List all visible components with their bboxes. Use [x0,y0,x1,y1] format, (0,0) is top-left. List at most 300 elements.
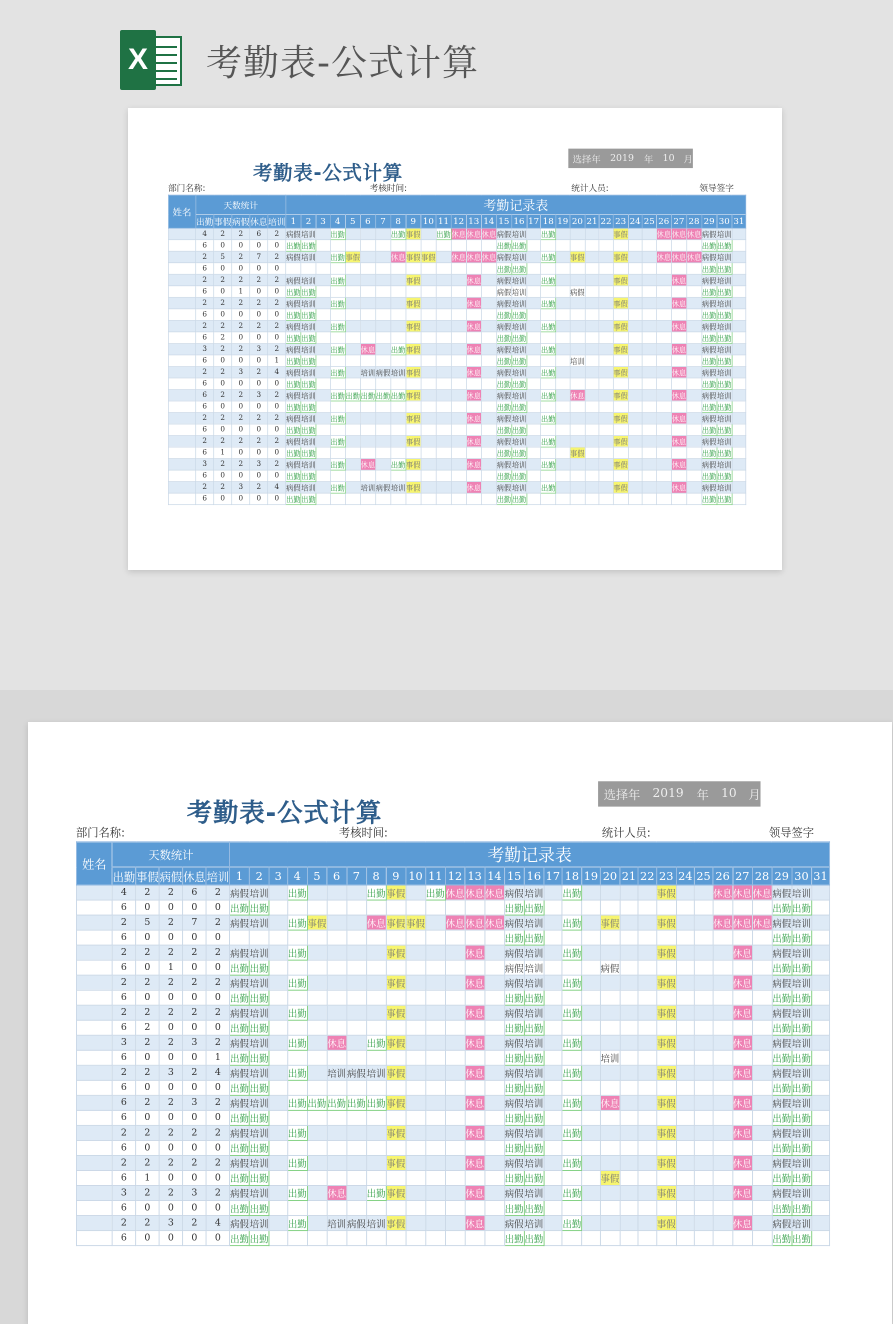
stat-cell[interactable]: 4 [112,885,135,900]
attendance-cell[interactable] [752,1020,772,1035]
attendance-cell[interactable] [620,900,638,915]
attendance-cell[interactable] [465,1050,485,1065]
attendance-cell[interactable] [347,930,367,945]
attendance-cell[interactable] [544,1216,562,1231]
stat-cell[interactable]: 6 [112,1201,135,1216]
stat-cell[interactable]: 0 [159,1050,182,1065]
attendance-cell[interactable] [451,482,466,494]
attendance-cell[interactable] [582,1170,600,1185]
attendance-cell[interactable] [642,320,656,332]
attendance-cell[interactable] [249,930,269,945]
attendance-cell[interactable] [752,930,772,945]
attendance-cell[interactable] [347,1155,367,1170]
attendance-cell[interactable]: 培训 [360,366,375,378]
attendance-cell[interactable] [527,447,541,459]
attendance-cell[interactable] [656,1050,676,1065]
attendance-cell[interactable] [656,459,671,471]
attendance-cell[interactable] [425,1170,445,1185]
attendance-cell[interactable] [421,274,436,286]
attendance-cell[interactable]: 培训 [511,413,526,425]
attendance-cell[interactable]: 病假 [702,366,717,378]
attendance-cell[interactable] [425,1065,445,1080]
name-cell[interactable] [168,447,195,459]
attendance-cell[interactable]: 出勤 [792,930,812,945]
attendance-cell[interactable] [544,1065,562,1080]
attendance-cell[interactable]: 病假 [347,1216,367,1231]
attendance-cell[interactable]: 休息 [713,885,733,900]
attendance-cell[interactable] [327,1170,347,1185]
attendance-cell[interactable] [421,436,436,448]
attendance-cell[interactable]: 出勤 [541,482,556,494]
attendance-cell[interactable]: 出勤 [391,228,406,240]
attendance-cell[interactable]: 出勤 [287,1065,307,1080]
attendance-cell[interactable] [713,960,733,975]
attendance-cell[interactable]: 出勤 [301,447,316,459]
attendance-cell[interactable] [562,1020,582,1035]
attendance-cell[interactable] [345,286,360,298]
attendance-cell[interactable] [386,1080,406,1095]
attendance-cell[interactable] [582,945,600,960]
attendance-cell[interactable] [436,436,451,448]
attendance-cell[interactable]: 出勤 [717,447,732,459]
attendance-cell[interactable] [406,990,426,1005]
attendance-cell[interactable] [600,1065,620,1080]
name-cell[interactable] [168,482,195,494]
attendance-cell[interactable] [327,975,347,990]
attendance-cell[interactable] [541,332,556,344]
attendance-cell[interactable] [686,309,701,321]
attendance-cell[interactable]: 休息 [465,915,485,930]
attendance-cell[interactable] [638,1186,656,1201]
attendance-cell[interactable]: 出勤 [524,1080,544,1095]
name-cell[interactable] [168,459,195,471]
attendance-cell[interactable] [445,930,465,945]
attendance-cell[interactable] [445,1216,465,1231]
attendance-cell[interactable] [366,1155,386,1170]
attendance-cell[interactable] [620,975,638,990]
attendance-cell[interactable]: 出勤 [366,1095,386,1110]
attendance-cell[interactable] [451,286,466,298]
attendance-cell[interactable] [307,1231,327,1246]
attendance-cell[interactable]: 休息 [686,251,701,263]
attendance-cell[interactable] [544,885,562,900]
attendance-cell[interactable] [527,274,541,286]
stat-cell[interactable]: 1 [159,960,182,975]
attendance-cell[interactable] [527,482,541,494]
attendance-cell[interactable] [445,1020,465,1035]
name-cell[interactable] [76,1110,112,1125]
attendance-cell[interactable]: 事假 [386,1186,406,1201]
attendance-cell[interactable] [585,309,599,321]
attendance-cell[interactable]: 病假 [600,960,620,975]
attendance-cell[interactable] [541,240,556,252]
attendance-cell[interactable] [752,990,772,1005]
attendance-cell[interactable]: 培训 [511,286,526,298]
attendance-cell[interactable]: 培训 [301,251,316,263]
attendance-cell[interactable] [628,493,642,505]
attendance-cell[interactable] [599,447,613,459]
attendance-cell[interactable] [269,1140,287,1155]
attendance-cell[interactable] [330,493,345,505]
attendance-cell[interactable] [406,945,426,960]
attendance-cell[interactable] [445,900,465,915]
attendance-cell[interactable]: 病假 [504,1155,524,1170]
attendance-cell[interactable]: 事假 [613,482,628,494]
attendance-cell[interactable]: 病假 [230,975,250,990]
attendance-cell[interactable] [628,332,642,344]
attendance-cell[interactable] [544,1155,562,1170]
attendance-cell[interactable] [330,401,345,413]
attendance-cell[interactable] [694,1020,712,1035]
attendance-cell[interactable]: 培训 [249,885,269,900]
attendance-cell[interactable] [694,1125,712,1140]
attendance-cell[interactable] [628,228,642,240]
attendance-cell[interactable]: 事假 [656,975,676,990]
attendance-cell[interactable]: 出勤 [504,1080,524,1095]
attendance-cell[interactable] [327,945,347,960]
attendance-cell[interactable]: 培训 [511,228,526,240]
attendance-cell[interactable] [556,436,570,448]
attendance-cell[interactable] [347,1186,367,1201]
attendance-cell[interactable]: 出勤 [230,1201,250,1216]
stat-cell[interactable]: 2 [232,343,250,355]
attendance-cell[interactable] [585,297,599,309]
attendance-cell[interactable] [375,251,390,263]
stat-cell[interactable]: 2 [159,945,182,960]
attendance-cell[interactable]: 出勤 [286,240,301,252]
attendance-cell[interactable] [307,960,327,975]
attendance-cell[interactable] [541,401,556,413]
attendance-cell[interactable] [345,424,360,436]
attendance-cell[interactable] [406,960,426,975]
attendance-cell[interactable] [752,1095,772,1110]
attendance-cell[interactable] [406,263,421,275]
attendance-cell[interactable] [562,960,582,975]
attendance-cell[interactable] [544,930,562,945]
attendance-cell[interactable]: 培训 [249,1186,269,1201]
attendance-cell[interactable] [671,378,686,390]
attendance-cell[interactable] [811,930,829,945]
attendance-cell[interactable]: 培训 [717,343,732,355]
attendance-cell[interactable] [451,424,466,436]
attendance-cell[interactable] [386,960,406,975]
attendance-cell[interactable]: 休息 [451,228,466,240]
attendance-cell[interactable]: 出勤 [702,240,717,252]
attendance-cell[interactable] [694,1035,712,1050]
attendance-cell[interactable] [752,1005,772,1020]
attendance-cell[interactable] [386,990,406,1005]
name-cell[interactable] [168,228,195,240]
attendance-cell[interactable] [360,274,375,286]
attendance-cell[interactable] [391,413,406,425]
attendance-cell[interactable] [316,251,330,263]
attendance-cell[interactable] [562,1231,582,1246]
attendance-cell[interactable] [316,263,330,275]
attendance-cell[interactable] [671,401,686,413]
attendance-cell[interactable] [345,493,360,505]
attendance-cell[interactable]: 事假 [656,945,676,960]
attendance-cell[interactable] [562,1050,582,1065]
attendance-cell[interactable] [466,263,481,275]
stat-cell[interactable]: 2 [214,274,232,286]
attendance-cell[interactable]: 出勤 [249,1170,269,1185]
attendance-cell[interactable] [316,493,330,505]
attendance-cell[interactable] [527,436,541,448]
stat-cell[interactable]: 6 [196,493,214,505]
name-cell[interactable] [76,930,112,945]
attendance-cell[interactable] [671,286,686,298]
attendance-cell[interactable]: 培训 [524,915,544,930]
attendance-cell[interactable]: 病假 [504,945,524,960]
attendance-cell[interactable] [656,389,671,401]
attendance-cell[interactable] [811,945,829,960]
stat-cell[interactable]: 0 [214,263,232,275]
attendance-cell[interactable]: 出勤 [230,1231,250,1246]
attendance-cell[interactable] [732,355,746,367]
attendance-cell[interactable] [628,413,642,425]
attendance-cell[interactable] [556,389,570,401]
attendance-cell[interactable]: 病假 [375,482,390,494]
stat-cell[interactable]: 2 [206,1005,229,1020]
attendance-cell[interactable] [585,251,599,263]
attendance-cell[interactable] [347,1201,367,1216]
attendance-cell[interactable]: 出勤 [301,378,316,390]
attendance-cell[interactable] [811,915,829,930]
stat-cell[interactable]: 0 [232,447,250,459]
attendance-cell[interactable] [676,1065,694,1080]
attendance-cell[interactable]: 培训 [511,482,526,494]
attendance-cell[interactable] [638,1110,656,1125]
attendance-cell[interactable] [330,447,345,459]
attendance-cell[interactable] [638,1201,656,1216]
attendance-cell[interactable] [360,413,375,425]
attendance-cell[interactable]: 培训 [301,320,316,332]
attendance-cell[interactable] [686,378,701,390]
attendance-cell[interactable] [406,424,421,436]
attendance-cell[interactable] [676,1005,694,1020]
attendance-cell[interactable] [656,482,671,494]
stat-cell[interactable]: 0 [136,1231,159,1246]
attendance-cell[interactable]: 出勤 [717,470,732,482]
attendance-cell[interactable] [269,915,287,930]
attendance-cell[interactable]: 培训 [327,1065,347,1080]
attendance-cell[interactable]: 事假 [570,447,585,459]
attendance-cell[interactable] [713,1020,733,1035]
attendance-cell[interactable] [391,470,406,482]
stat-cell[interactable]: 1 [136,1170,159,1185]
attendance-cell[interactable]: 出勤 [702,401,717,413]
attendance-cell[interactable]: 出勤 [286,286,301,298]
attendance-cell[interactable] [465,900,485,915]
attendance-cell[interactable] [406,1140,426,1155]
attendance-cell[interactable]: 出勤 [702,493,717,505]
attendance-cell[interactable] [656,990,676,1005]
attendance-cell[interactable] [386,900,406,915]
attendance-cell[interactable] [676,1050,694,1065]
attendance-cell[interactable] [466,286,481,298]
attendance-cell[interactable]: 休息 [686,228,701,240]
attendance-cell[interactable] [570,297,585,309]
attendance-cell[interactable] [713,1095,733,1110]
attendance-cell[interactable] [613,263,628,275]
name-cell[interactable] [168,263,195,275]
attendance-cell[interactable] [613,286,628,298]
attendance-cell[interactable] [676,945,694,960]
attendance-cell[interactable]: 培训 [792,945,812,960]
attendance-cell[interactable] [316,482,330,494]
attendance-cell[interactable] [421,389,436,401]
attendance-cell[interactable] [269,900,287,915]
attendance-cell[interactable]: 出勤 [286,493,301,505]
attendance-cell[interactable] [713,1080,733,1095]
stat-cell[interactable]: 4 [206,1216,229,1231]
attendance-cell[interactable] [732,297,746,309]
attendance-cell[interactable] [366,1080,386,1095]
attendance-cell[interactable] [599,332,613,344]
attendance-cell[interactable]: 出勤 [496,447,511,459]
attendance-cell[interactable]: 出勤 [524,1050,544,1065]
attendance-cell[interactable] [451,274,466,286]
stat-cell[interactable]: 2 [112,1216,135,1231]
attendance-cell[interactable] [642,366,656,378]
attendance-cell[interactable] [465,1080,485,1095]
attendance-cell[interactable] [686,470,701,482]
attendance-cell[interactable] [713,1186,733,1201]
attendance-cell[interactable] [752,1125,772,1140]
attendance-cell[interactable] [269,1186,287,1201]
attendance-cell[interactable] [481,459,496,471]
attendance-cell[interactable]: 出勤 [702,378,717,390]
attendance-cell[interactable]: 出勤 [702,263,717,275]
attendance-cell[interactable] [287,1110,307,1125]
attendance-cell[interactable]: 出勤 [792,1080,812,1095]
attendance-cell[interactable] [451,320,466,332]
attendance-cell[interactable] [391,436,406,448]
attendance-cell[interactable] [600,1140,620,1155]
attendance-cell[interactable]: 出勤 [792,1020,812,1035]
attendance-cell[interactable] [406,1155,426,1170]
attendance-cell[interactable] [620,1170,638,1185]
stat-cell[interactable]: 6 [196,240,214,252]
attendance-cell[interactable] [811,1170,829,1185]
attendance-cell[interactable]: 培训 [301,389,316,401]
attendance-cell[interactable] [694,1170,712,1185]
attendance-cell[interactable] [811,1095,829,1110]
stat-cell[interactable]: 1 [232,286,250,298]
stat-cell[interactable]: 0 [206,990,229,1005]
stat-cell[interactable]: 0 [183,1020,206,1035]
year-month-selector[interactable] [598,781,760,806]
attendance-cell[interactable] [527,378,541,390]
stat-cell[interactable]: 0 [232,355,250,367]
attendance-cell[interactable] [544,1125,562,1140]
attendance-cell[interactable]: 病假 [286,413,301,425]
attendance-cell[interactable] [269,1110,287,1125]
attendance-cell[interactable] [732,470,746,482]
attendance-cell[interactable] [541,309,556,321]
attendance-cell[interactable]: 出勤 [287,1005,307,1020]
attendance-cell[interactable] [613,493,628,505]
attendance-cell[interactable] [421,240,436,252]
attendance-cell[interactable] [406,1110,426,1125]
attendance-cell[interactable]: 事假 [613,297,628,309]
attendance-cell[interactable] [386,1231,406,1246]
attendance-cell[interactable] [406,1005,426,1020]
attendance-cell[interactable] [752,960,772,975]
attendance-cell[interactable] [694,915,712,930]
stat-cell[interactable]: 2 [206,1035,229,1050]
attendance-cell[interactable] [406,930,426,945]
attendance-cell[interactable] [375,401,390,413]
stat-cell[interactable]: 0 [159,1110,182,1125]
attendance-cell[interactable] [620,1065,638,1080]
attendance-cell[interactable]: 培训 [301,343,316,355]
attendance-cell[interactable] [375,240,390,252]
attendance-cell[interactable] [656,900,676,915]
year-value[interactable]: 2019 [652,786,684,801]
attendance-cell[interactable] [556,343,570,355]
stat-cell[interactable]: 0 [206,930,229,945]
stat-cell[interactable]: 0 [183,960,206,975]
attendance-cell[interactable]: 休息 [466,482,481,494]
attendance-cell[interactable] [375,297,390,309]
stat-cell[interactable]: 3 [183,1035,206,1050]
attendance-cell[interactable] [642,355,656,367]
attendance-cell[interactable]: 病假 [230,885,250,900]
stat-cell[interactable]: 2 [214,228,232,240]
attendance-cell[interactable] [656,960,676,975]
name-cell[interactable] [168,470,195,482]
attendance-cell[interactable]: 休息 [485,885,505,900]
attendance-cell[interactable] [642,263,656,275]
month-value[interactable]: 10 [721,786,737,801]
attendance-cell[interactable] [307,1035,327,1050]
attendance-cell[interactable] [544,1020,562,1035]
attendance-cell[interactable]: 休息 [671,436,686,448]
attendance-cell[interactable]: 出勤 [287,1155,307,1170]
attendance-cell[interactable] [676,960,694,975]
attendance-cell[interactable]: 休息 [465,885,485,900]
attendance-cell[interactable] [556,251,570,263]
attendance-cell[interactable] [425,1155,445,1170]
attendance-cell[interactable] [656,332,671,344]
attendance-cell[interactable]: 培训 [249,945,269,960]
attendance-cell[interactable] [527,413,541,425]
attendance-cell[interactable] [732,930,752,945]
attendance-cell[interactable] [366,1170,386,1185]
stat-cell[interactable]: 2 [159,915,182,930]
attendance-cell[interactable] [330,470,345,482]
attendance-cell[interactable]: 病假 [496,389,511,401]
attendance-cell[interactable] [391,424,406,436]
attendance-cell[interactable] [732,1140,752,1155]
attendance-cell[interactable] [465,1020,485,1035]
attendance-cell[interactable]: 事假 [386,1005,406,1020]
attendance-cell[interactable] [485,1050,505,1065]
attendance-cell[interactable] [556,320,570,332]
attendance-cell[interactable] [485,945,505,960]
attendance-cell[interactable] [541,447,556,459]
attendance-cell[interactable]: 培训 [249,1005,269,1020]
attendance-cell[interactable] [406,1201,426,1216]
attendance-cell[interactable] [269,1050,287,1065]
attendance-cell[interactable] [642,389,656,401]
attendance-cell[interactable] [582,1050,600,1065]
attendance-cell[interactable] [316,332,330,344]
attendance-cell[interactable]: 病假 [772,885,792,900]
stat-cell[interactable]: 0 [268,401,286,413]
attendance-cell[interactable]: 出勤 [524,930,544,945]
